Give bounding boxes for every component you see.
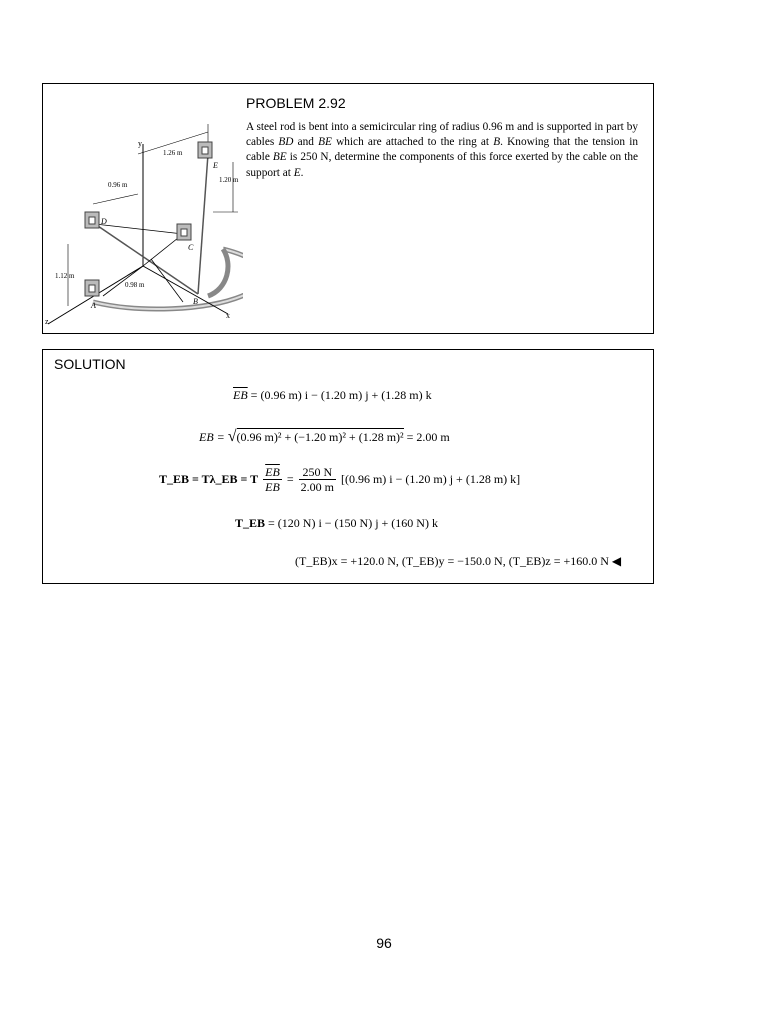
eq3-frac1-num: $\overline{EB}$ [265,465,280,479]
solution-title: SOLUTION [54,356,126,372]
eq3-lhs: T_EB = Tλ_EB = T [159,472,259,486]
eq1-rhs: (0.96 m) i − (1.20 m) j + (1.28 m) k [260,388,432,402]
dim-left-label: 1.12 m [55,272,75,280]
eq2-result: = 2.00 m [406,430,450,444]
page-number: 96 [376,935,392,951]
support-e [198,142,212,158]
eq1-lhs: $\overline{EB}$ [233,388,248,402]
problem-text-part: and [293,136,319,149]
eq4-lhs: T_EB [235,516,266,530]
eq5-text: (T_EB)x = +120.0 N, (T_EB)y = −150.0 N, (T_EB)z = +160.0 N [295,554,609,568]
answer-marker-icon: ◀ [611,554,622,568]
label-d: D [101,217,107,226]
support-a [85,280,99,296]
problem-text-part: . Knowing that the tension in cable [246,136,639,164]
equation-tension-components [235,516,438,531]
problem-text-italic: B [493,136,501,149]
eq3-rhs: [(0.96 m) i − (1.20 m) j + (1.28 m) k] [340,472,521,486]
eq2-lhs: EB = [199,430,225,444]
support-c [177,224,191,240]
label-y: y [138,139,142,148]
sqrt-symbol: √ [227,428,237,445]
problem-text-part: is 250 N, determine the components of this force exerted by the cable on the support at [246,151,638,179]
problem-statement [246,120,638,181]
eq3-eqsign: = [286,472,294,486]
problem-box [42,83,654,334]
support-d [85,212,99,228]
dim-radius-label: 0.98 m [125,281,145,289]
eq3-unit-fraction [263,465,282,494]
eq3-frac2-den: 2.00 m [300,480,334,494]
label-e: E [213,161,218,170]
label-a: A [91,301,96,310]
eq3-frac1-den: EB [265,480,280,494]
problem-text-part: which are attached to the ring at [331,136,494,149]
equation-tension-vector [159,465,520,494]
label-b: B [193,297,198,306]
eq3-frac2-num: 250 N [299,465,336,480]
problem-text-italic: BD [278,136,294,149]
problem-title: PROBLEM 2.92 [246,95,346,111]
equation-final-answer [295,554,621,569]
label-x: x [226,311,230,320]
equation-eb-vector [233,388,432,403]
problem-text-part: . [300,166,304,179]
label-c: C [188,243,194,252]
problem-text-italic: BE [318,136,332,149]
label-z: z [45,317,49,326]
problem-text-part: A steel rod is bent into a semicircular ring of radius 0.96 m and is supported in part by cables [246,121,638,149]
solution-box [42,349,654,584]
dim-ad-label: 0.96 m [108,181,128,189]
dim-top-label: 1.26 m [163,149,183,157]
problem-text-italic: E [293,166,301,179]
eq4-rhs: = (120 N) i − (150 N) j + (160 N) k [268,516,438,530]
eq2-radicand: (0.96 m)² + (−1.20 m)² + (1.28 m)² [236,430,404,444]
eq3-magnitude-fraction [299,465,336,494]
problem-figure [43,84,243,334]
dim-right-label: 1.20 m [219,176,239,184]
eq1-eqsign: = [250,388,258,402]
problem-text-italic: BE [272,151,287,164]
equation-eb-magnitude [199,428,450,446]
